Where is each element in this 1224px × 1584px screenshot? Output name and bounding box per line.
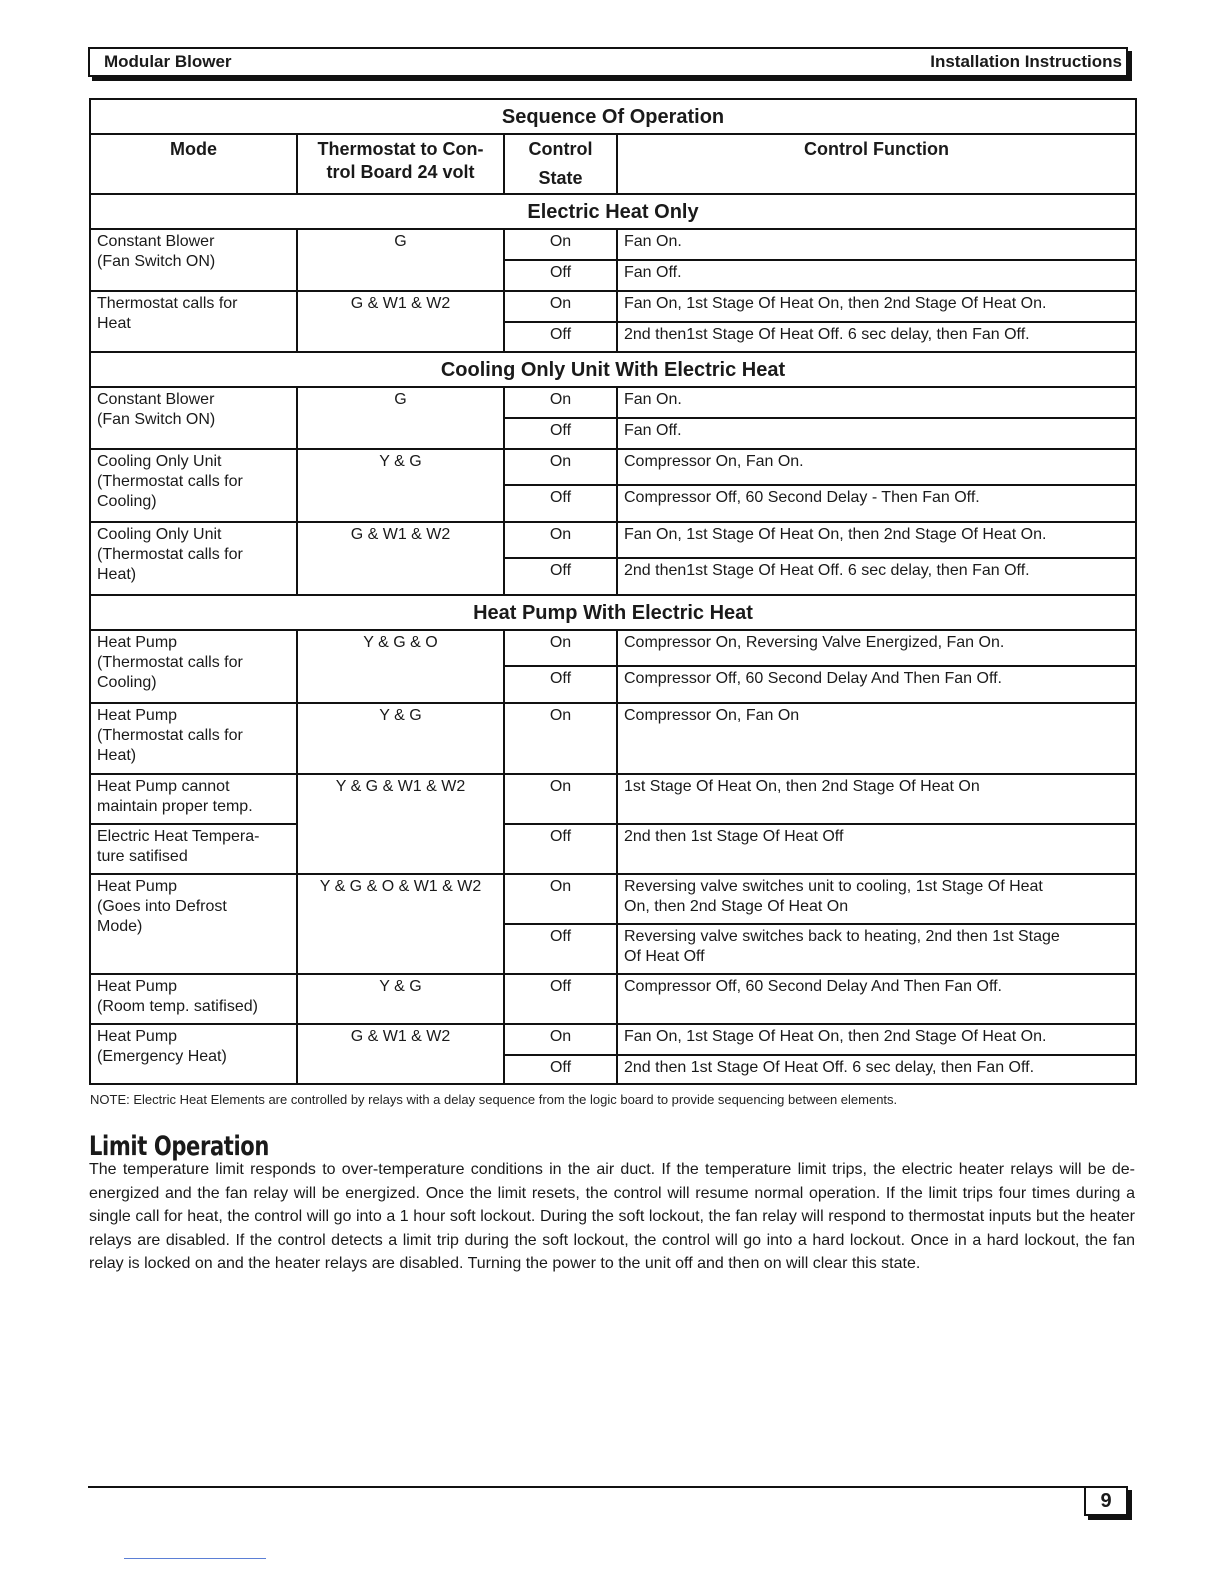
table-row-mode: Electric Heat Tempera- ture satifised [90, 824, 297, 874]
table-row-state-on: On [504, 291, 617, 322]
table-row-thermostat: Y & G & O [297, 630, 504, 703]
table-row-function-on: Fan On, 1st Stage Of Heat On, then 2nd Stage Of Heat On. [617, 1024, 1136, 1055]
table-row-mode: Thermostat calls for Heat [90, 291, 297, 352]
footer-rule [88, 1486, 1124, 1488]
table-row-state-off: Off [504, 418, 617, 449]
column-header-mode: Mode [90, 134, 297, 194]
table-row-mode: Cooling Only Unit (Thermostat calls for Cooling) [90, 449, 297, 522]
page-header [88, 47, 1128, 77]
table-row-state-off: Off [504, 824, 617, 874]
table-row-thermostat: G & W1 & W2 [297, 522, 504, 595]
table-row-state-on: On [504, 874, 617, 924]
table-row-mode: Constant Blower (Fan Switch ON) [90, 387, 297, 449]
table-row-function-on: Fan On. [617, 387, 1136, 418]
table-row-state-on: On [504, 387, 617, 418]
table-row-state-on: On [504, 630, 617, 666]
table-row-mode: Heat Pump (Goes into Defrost Mode) [90, 874, 297, 974]
table-row-function-off: Reversing valve switches back to heating, 2nd then 1st Stage Of Heat Off [617, 924, 1136, 974]
header-left-title: Modular Blower [104, 52, 232, 71]
table-row-state-off: Off [504, 260, 617, 291]
limit-operation-heading: Limit Operation [89, 1131, 269, 1162]
table-row-function-on: 1st Stage Of Heat On, then 2nd Stage Of Heat On [617, 774, 1136, 824]
table-row-mode: Heat Pump cannot maintain proper temp. [90, 774, 297, 824]
limit-operation-paragraph: The temperature limit responds to over-temperature conditions in the air duct. If the temperature limit trips, the electric heater relays will be de-energized and the fan relay will be energized. Once the limit resets, the control will resume normal operation. If the limit trips four times during a single call for heat, the control will go into a 1 hour soft lockout. During the soft lockout, the fan relay will respond to thermostat inputs but the heater relays are disabled. If the control detects a limit trip during the soft lockout, the control will go into a hard lockout. Once in a hard lockout, the fan relay is locked on and the heater relays are disabled. Turning the power to the unit off and then on will clear this state. [89, 1161, 1135, 1272]
table-row-state: Off [504, 974, 617, 1024]
table-row-mode: Constant Blower (Fan Switch ON) [90, 229, 297, 291]
table-row-function-on: Reversing valve switches unit to cooling, 1st Stage Of Heat On, then 2nd Stage Of Heat On [617, 874, 1136, 924]
table-row-function-off: Fan Off. [617, 418, 1136, 449]
table-row-function-off: 2nd then 1st Stage Of Heat Off [617, 824, 1136, 874]
section-cooling-only-unit: Cooling Only Unit With Electric Heat [90, 352, 1136, 387]
table-row-function-on: Fan On, 1st Stage Of Heat On, then 2nd Stage Of Heat On. [617, 522, 1136, 558]
table-row-state-on: On [504, 774, 617, 824]
table-row-state-off: Off [504, 924, 617, 974]
column-header-control-function: Control Function [617, 134, 1136, 194]
blue-underline-artifact [124, 1558, 266, 1559]
table-row-function: Compressor Off, 60 Second Delay And Then Fan Off. [617, 974, 1136, 1024]
header-right-title: Installation Instructions [930, 52, 1122, 71]
table-row-state: On [504, 703, 617, 774]
table-row-thermostat: G [297, 387, 504, 449]
table-row-function-on: Fan On. [617, 229, 1136, 260]
table-row-thermostat: Y & G [297, 449, 504, 522]
table-row-thermostat: G [297, 229, 504, 291]
section-heat-pump: Heat Pump With Electric Heat [90, 595, 1136, 630]
table-row-function-off: 2nd then 1st Stage Of Heat Off. 6 sec delay, then Fan Off. [617, 1055, 1136, 1084]
table-row-function-off: Compressor Off, 60 Second Delay - Then Fan Off. [617, 485, 1136, 522]
table-row-state-off: Off [504, 666, 617, 703]
table-row-state-off: Off [504, 485, 617, 522]
table-row-mode: Heat Pump (Thermostat calls for Heat) [90, 703, 297, 774]
page-number: 9 [1084, 1486, 1128, 1516]
column-header-thermostat: Thermostat to Con- trol Board 24 volt [297, 134, 504, 194]
sequence-of-operation-table [89, 98, 1137, 1085]
table-row-state-off: Off [504, 1055, 617, 1084]
table-row-function-off: Compressor Off, 60 Second Delay And Then Fan Off. [617, 666, 1136, 703]
table-row-function-on: Fan On, 1st Stage Of Heat On, then 2nd Stage Of Heat On. [617, 291, 1136, 322]
table-row-thermostat: Y & G [297, 703, 504, 774]
table-row-function-on: Compressor On, Fan On. [617, 449, 1136, 485]
table-note: NOTE: Electric Heat Elements are controlled by relays with a delay sequence from the logic board to provide sequencing between elements. [90, 1092, 898, 1107]
table-row-thermostat: Y & G & W1 & W2 [297, 774, 504, 874]
table-row-function-off: 2nd then1st Stage Of Heat Off. 6 sec delay, then Fan Off. [617, 322, 1136, 352]
table-row-state-on: On [504, 229, 617, 260]
column-header-control-state: Control State [504, 134, 617, 194]
table-row-thermostat: Y & G [297, 974, 504, 1024]
table-row-function: Compressor On, Fan On [617, 703, 1136, 774]
table-row-mode: Heat Pump (Emergency Heat) [90, 1024, 297, 1084]
table-row-state-on: On [504, 522, 617, 558]
table-row-function-off: Fan Off. [617, 260, 1136, 291]
table-row-function-on: Compressor On, Reversing Valve Energized, Fan On. [617, 630, 1136, 666]
table-title: Sequence Of Operation [90, 99, 1136, 134]
section-electric-heat-only: Electric Heat Only [90, 194, 1136, 229]
table-row-thermostat: G & W1 & W2 [297, 291, 504, 352]
table-row-mode: Cooling Only Unit (Thermostat calls for Heat) [90, 522, 297, 595]
table-row-state-off: Off [504, 322, 617, 352]
table-row-thermostat: G & W1 & W2 [297, 1024, 504, 1084]
table-row-mode: Heat Pump (Room temp. satifised) [90, 974, 297, 1024]
table-row-state-on: On [504, 449, 617, 485]
table-row-state-off: Off [504, 558, 617, 595]
table-row-mode: Heat Pump (Thermostat calls for Cooling) [90, 630, 297, 703]
table-row-function-off: 2nd then1st Stage Of Heat Off. 6 sec delay, then Fan Off. [617, 558, 1136, 595]
table-row-thermostat: Y & G & O & W1 & W2 [297, 874, 504, 974]
table-row-state-on: On [504, 1024, 617, 1055]
